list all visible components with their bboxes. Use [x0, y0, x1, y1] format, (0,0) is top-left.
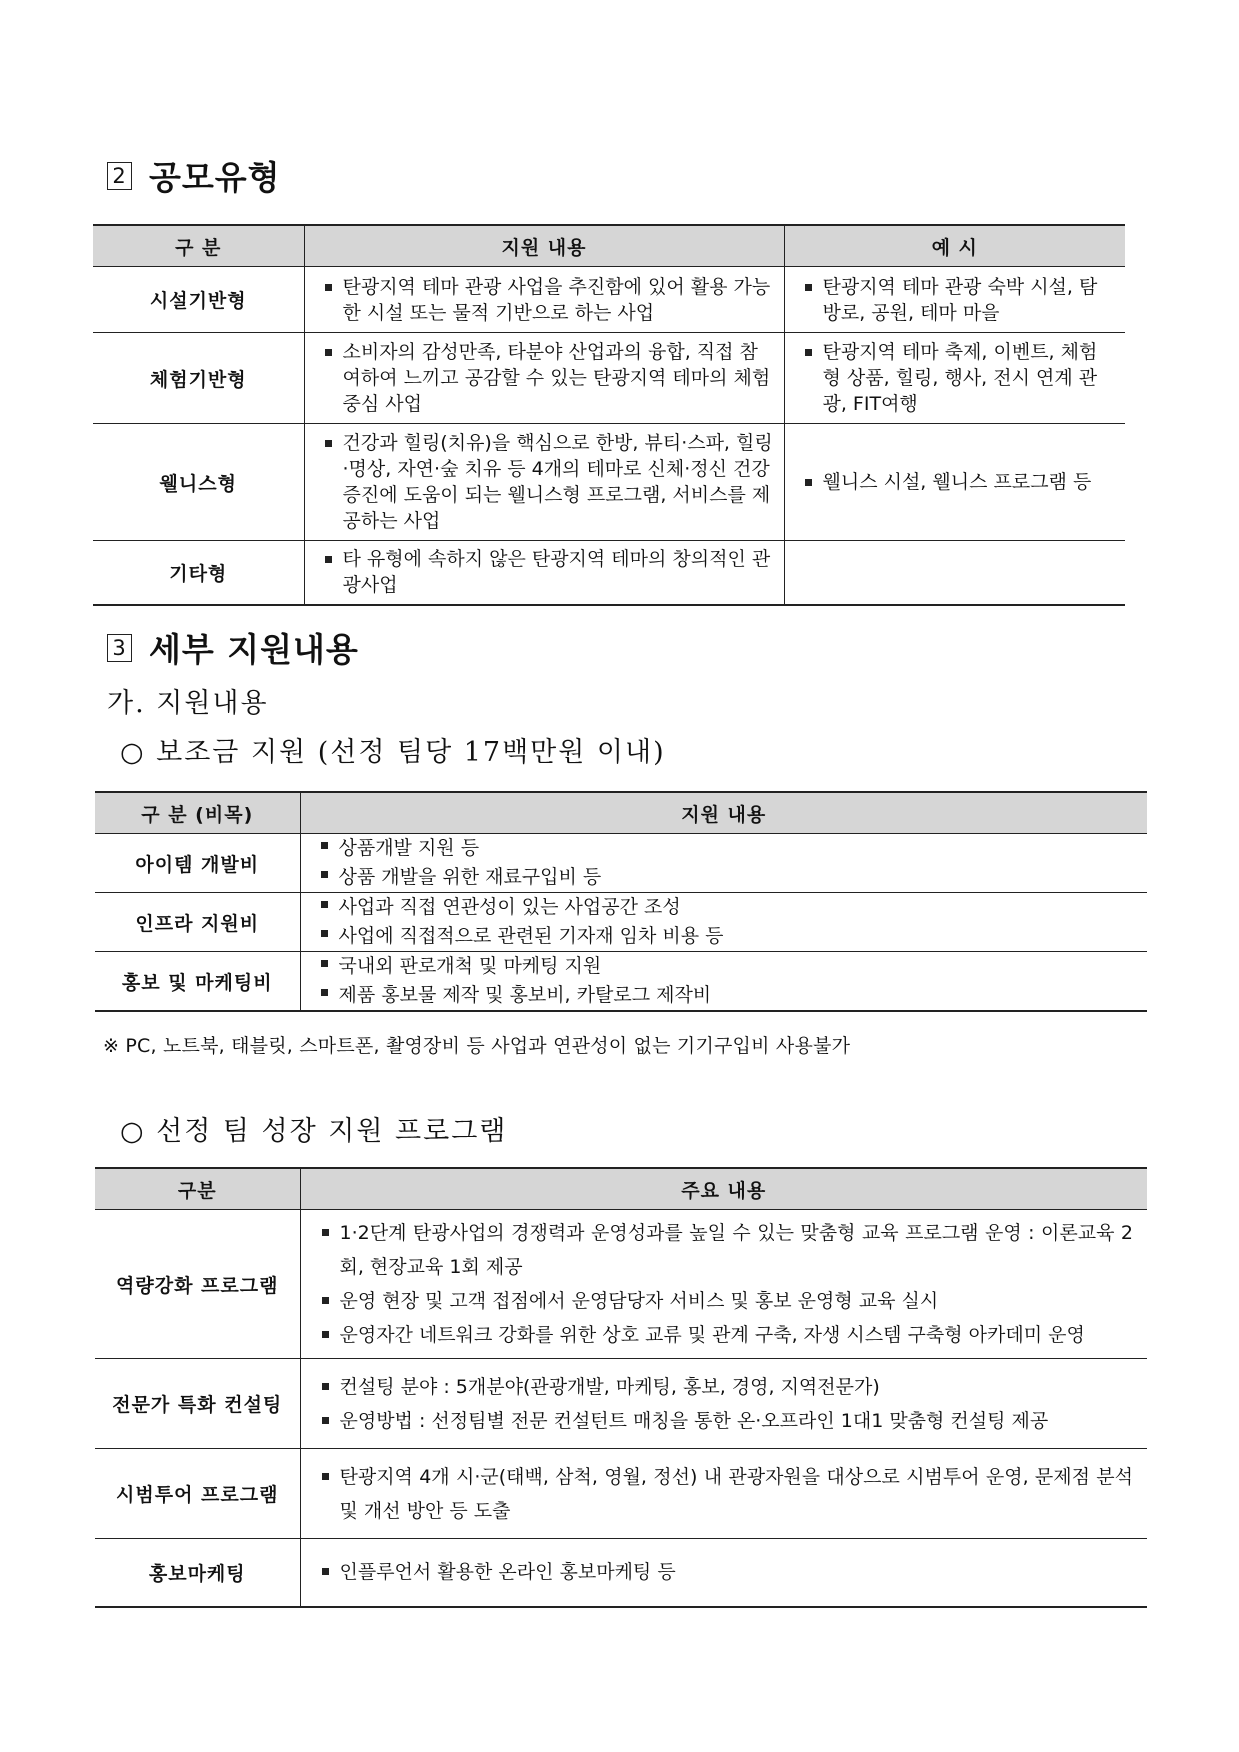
bullet-item: 탄광지역 테마 관광 숙박 시설, 탐방로, 공원, 테마 마을: [798, 274, 1116, 326]
table-header-category: 구 분: [93, 225, 304, 267]
bullet-item: 소비자의 감성만족, 타분야 산업과의 융합, 직접 참여하여 느끼고 공감할 수 있는 탄광지역 테마의 체험중심 사업: [318, 339, 774, 417]
content-cell: [300, 1449, 1147, 1539]
support-cell: [300, 834, 1147, 893]
table-header-category: 구분: [95, 1168, 300, 1210]
example-cell: [784, 267, 1125, 333]
section-2-heading: [107, 152, 281, 199]
example-cell: [784, 333, 1125, 424]
bullet-item: 운영 현장 및 고객 접점에서 운영담당자 서비스 및 홍보 운영형 교육 실시: [315, 1284, 1134, 1318]
category-cell: 인프라 지원비: [95, 893, 300, 952]
bullet-item: 사업과 직접 연관성이 있는 사업공간 조성: [314, 893, 1138, 922]
category-cell: 홍보 및 마케팅비: [95, 952, 300, 1012]
bullet-item: 컨설팅 분야 : 5개분야(관광개발, 마케팅, 홍보, 경영, 지역전문가): [315, 1370, 1134, 1404]
category-cell: 기타형: [93, 541, 304, 605]
contest-type-table: [93, 224, 1125, 606]
section-title: 세부 지원내용: [149, 630, 359, 669]
table-row: [95, 1539, 1147, 1607]
content-cell: [300, 1539, 1147, 1607]
bullet-item: 제품 홍보물 제작 및 홍보비, 카탈로그 제작비: [314, 981, 1138, 1010]
table-header-support: 지원 내용: [304, 225, 784, 267]
section-title: 공모유형: [149, 158, 281, 197]
support-cell: [300, 893, 1147, 952]
table-header-content: 주요 내용: [300, 1168, 1147, 1210]
bullet-item: 운영자간 네트워크 강화를 위한 상호 교류 및 관계 구축, 자생 시스템 구축형 아카데미 운영: [315, 1318, 1134, 1352]
table-row: [95, 1449, 1147, 1539]
bullet-item: 타 유형에 속하지 않은 탄광지역 테마의 창의적인 관광사업: [318, 546, 774, 598]
table-row: [93, 541, 1125, 605]
table-row: [93, 333, 1125, 424]
section-3-heading: [107, 624, 359, 671]
bullet-item: 운영방법 : 선정팀별 전문 컨설턴트 매칭을 통한 온·오프라인 1대1 맞춤형 컨설팅 제공: [315, 1404, 1134, 1438]
support-cell: [300, 952, 1147, 1012]
table-header-category: 구 분 (비목): [95, 792, 300, 834]
category-cell: 아이템 개발비: [95, 834, 300, 893]
table-row: [95, 1210, 1147, 1359]
growth-program-table: [95, 1167, 1147, 1608]
example-cell: [784, 541, 1125, 605]
bullet-item: 상품개발 지원 등: [314, 834, 1138, 863]
table-row: [95, 834, 1147, 893]
bullet-item: 탄광지역 4개 시·군(태백, 삼척, 영월, 정선) 내 관광자원을 대상으로 시범투어 운영, 문제점 분석 및 개선 방안 등 도출: [315, 1460, 1134, 1528]
bullet-item: 웰니스 시설, 웰니스 프로그램 등: [798, 469, 1116, 495]
table-row: [95, 1359, 1147, 1449]
table-row: [95, 952, 1147, 1012]
support-cell: [304, 424, 784, 541]
bullet-item: 건강과 힐링(치유)을 핵심으로 한방, 뷰티·스파, 힐링·명상, 자연·숲 치유 등 4개의 테마로 신체·정신 건강증진에 도움이 되는 웰니스형 프로그램, 서비스를 제공하는 사업: [318, 430, 774, 534]
table-row: [93, 424, 1125, 541]
bullet-item: 인플루언서 활용한 온라인 홍보마케팅 등: [315, 1555, 1134, 1589]
content-cell: [300, 1210, 1147, 1359]
table-row: [93, 267, 1125, 333]
bullet-item: 상품 개발을 위한 재료구입비 등: [314, 863, 1138, 892]
support-cell: [304, 333, 784, 424]
bullet-item: 사업에 직접적으로 관련된 기자재 임차 비용 등: [314, 922, 1138, 951]
note: ※ PC, 노트북, 태블릿, 스마트폰, 촬영장비 등 사업과 연관성이 없는 기기구입비 사용불가: [103, 1035, 851, 1057]
category-cell: 시설기반형: [93, 267, 304, 333]
category-cell: 웰니스형: [93, 424, 304, 541]
category-cell: 체험기반형: [93, 333, 304, 424]
bullet-item: 1·2단계 탄광사업의 경쟁력과 운영성과를 높일 수 있는 맞춤형 교육 프로그램 운영 : 이론교육 2회, 현장교육 1회 제공: [315, 1216, 1134, 1284]
category-cell: 전문가 특화 컨설팅: [95, 1359, 300, 1449]
subsidy-table: [95, 791, 1147, 1012]
table-header-example: 예 시: [784, 225, 1125, 267]
bullet-item: 탄광지역 테마 관광 사업을 추진함에 있어 활용 가능한 시설 또는 물적 기반으로 하는 사업: [318, 274, 774, 326]
section-number-box: 2: [107, 162, 132, 190]
bullet-item: 국내외 판로개척 및 마케팅 지원: [314, 952, 1138, 981]
subsidy-heading: ○ 보조금 지원 (선정 팀당 17백만원 이내): [120, 737, 666, 768]
support-cell: [304, 267, 784, 333]
growth-heading: ○ 선정 팀 성장 지원 프로그램: [120, 1116, 508, 1147]
table-header-support: 지원 내용: [300, 792, 1147, 834]
category-cell: 시범투어 프로그램: [95, 1449, 300, 1539]
table-row: [95, 893, 1147, 952]
content-cell: [300, 1359, 1147, 1449]
category-cell: 홍보마케팅: [95, 1539, 300, 1607]
support-cell: [304, 541, 784, 605]
bullet-item: 탄광지역 테마 축제, 이벤트, 체험형 상품, 힐링, 행사, 전시 연계 관광, FIT여행: [798, 339, 1116, 417]
category-cell: 역량강화 프로그램: [95, 1210, 300, 1359]
section-number-box: 3: [107, 634, 132, 662]
example-cell: [784, 424, 1125, 541]
sub-heading: 가. 지원내용: [107, 688, 269, 719]
